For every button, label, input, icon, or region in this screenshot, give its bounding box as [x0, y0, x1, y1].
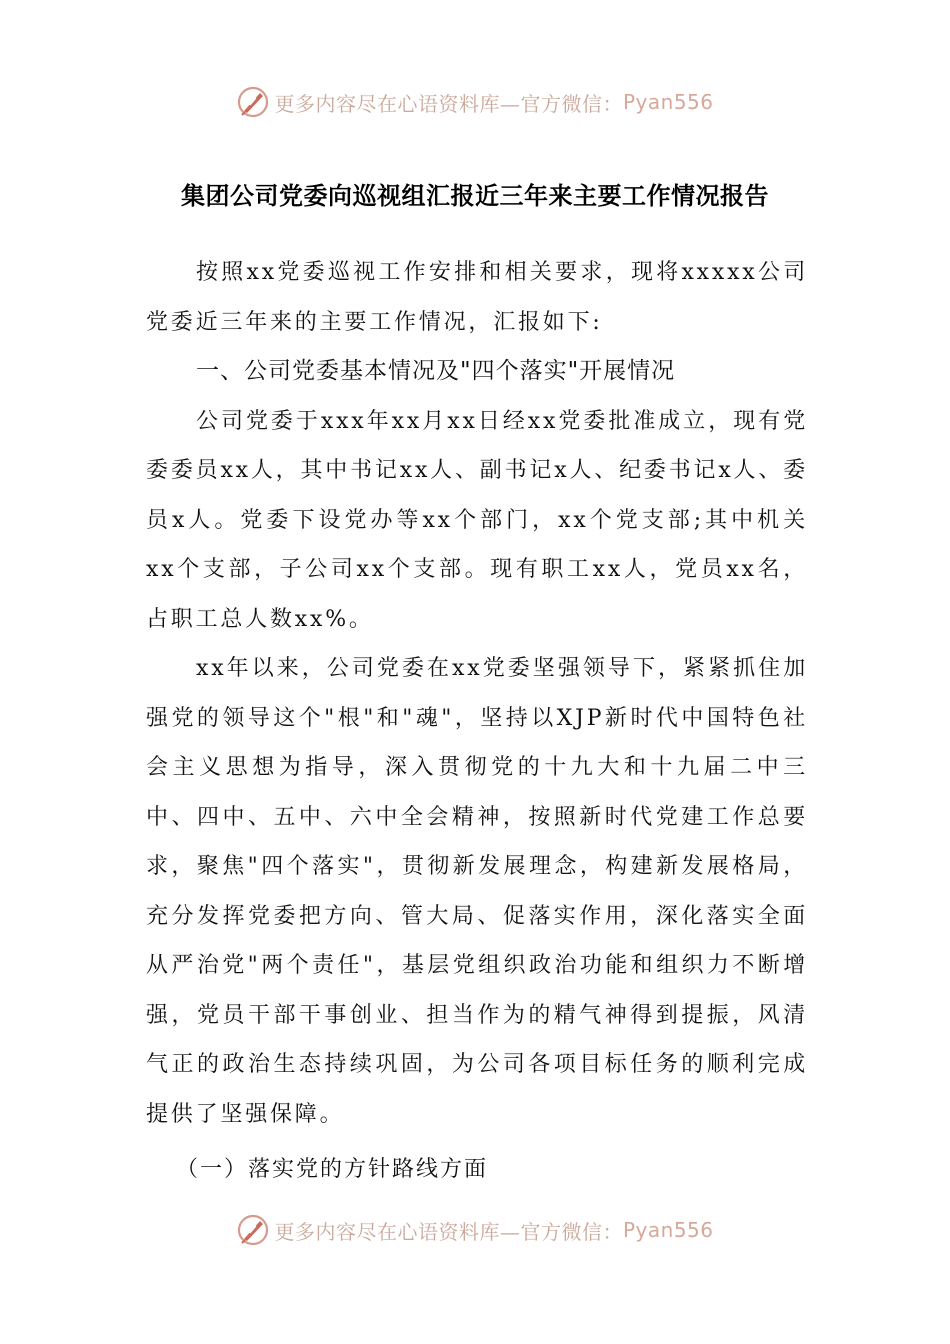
watermark-text: 更多内容尽在心语资料库—官方微信： [274, 91, 623, 116]
body-paragraph: xx年以来，公司党委在xx党委坚强领导下，紧紧抓住加强党的领导这个"根"和"魂"，坚持以XJP新时代中国特色社会主义思想为指导，深入贯彻党的十九大和十九届二中三中、四中、五中、六中全会精神，按照新时代党建工作总要求，聚焦"四个落实"，贯彻新发展理念，构建新发展格局，充分发挥党委把方向、管大局、促落实作用，深化落实全面从严治党"两个责任"，基层党组织政治功能和组织力不断增强，党员干部干事创业、担当作为的精气神得到提振，风清气正的政治生态持续巩固，为公司各项目标任务的顺利完成提供了坚强保障。 [146, 656, 808, 1127]
watermark-text: 更多内容尽在心语资料库—官方微信： [274, 1219, 623, 1244]
subsection-heading: （一）落实党的方针路线方面 [176, 1157, 489, 1182]
pen-quill-logo-icon [236, 85, 270, 119]
watermark-handle: Pyan556 [622, 90, 714, 114]
watermark-handle: Pyan556 [622, 1218, 714, 1242]
document-body [146, 248, 808, 1195]
document-title: 集团公司党委向巡视组汇报近三年来主要工作情况报告 [181, 182, 769, 210]
body-paragraph: 公司党委于xxx年xx月xx日经xx党委批准成立，现有党委委员xx人，其中书记xx人、副书记x人、纪委书记x人、委员x人。党委下设党办等xx个部门，xx个党支部;其中机关xx个支部，子公司xx个支部。现有职工xx人，党员xx名，占职工总人数xx%。 [146, 408, 808, 632]
pen-quill-logo-icon [236, 1213, 270, 1247]
watermark-banner-top [0, 82, 950, 122]
intro-paragraph: 按照xx党委巡视工作安排和相关要求，现将xxxxx公司党委近三年来的主要工作情况，汇报如下: [146, 260, 808, 335]
section-heading: 一、公司党委基本情况及"四个落实"开展情况 [196, 358, 676, 384]
watermark-banner-bottom [0, 1210, 950, 1250]
